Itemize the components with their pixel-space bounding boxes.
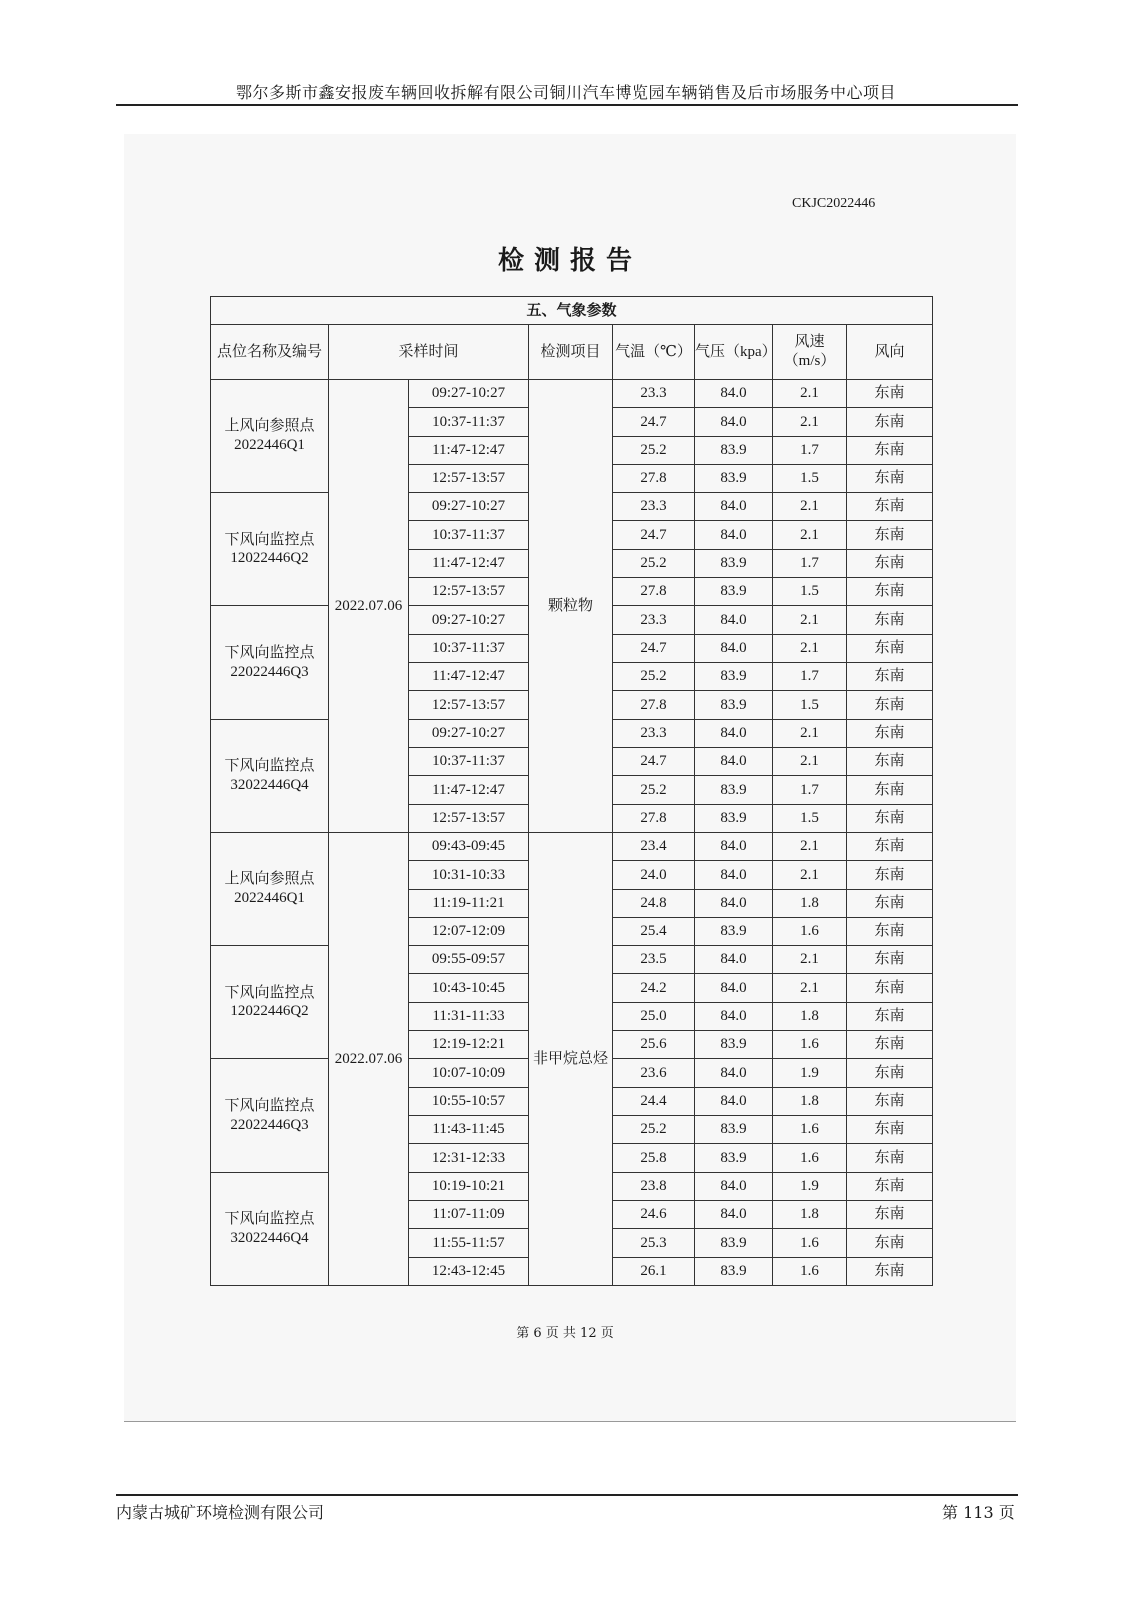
temperature-cell: 25.3: [613, 1229, 695, 1257]
pressure-cell: 83.9: [695, 1031, 773, 1059]
temperature-cell: 27.8: [613, 578, 695, 606]
temperature-cell: 25.4: [613, 917, 695, 945]
table-row: [211, 379, 933, 407]
point-name-cell: 下风向监控点12022446Q2: [211, 946, 329, 1059]
wind-speed-cell: 1.7: [773, 663, 847, 691]
page-number: 第 6 页 共 12 页: [516, 1326, 614, 1341]
wind-speed-cell: 1.6: [773, 1229, 847, 1257]
wind-direction-cell: 东南: [847, 776, 933, 804]
wind-speed-cell: 1.8: [773, 889, 847, 917]
temperature-cell: 25.2: [613, 1116, 695, 1144]
pressure-cell: 84.0: [695, 634, 773, 662]
total-page-number: 第 113 页: [942, 1503, 1015, 1522]
sampling-time-cell: 10:37-11:37: [409, 747, 529, 775]
sampling-time-cell: 10:19-10:21: [409, 1172, 529, 1200]
wind-speed-cell: 2.1: [773, 832, 847, 860]
test-item-cell: 颗粒物: [529, 379, 613, 832]
meteorological-table: [210, 296, 933, 1286]
sampling-time-cell: 12:31-12:33: [409, 1144, 529, 1172]
pressure-cell: 84.0: [695, 832, 773, 860]
table-row: [211, 832, 933, 860]
sampling-time-cell: 10:43-10:45: [409, 974, 529, 1002]
sampling-time-cell: 12:43-12:45: [409, 1257, 529, 1285]
wind-direction-cell: 东南: [847, 691, 933, 719]
sampling-time-cell: 09:43-09:45: [409, 832, 529, 860]
temperature-cell: 23.3: [613, 606, 695, 634]
wind-direction-cell: 东南: [847, 1087, 933, 1115]
temperature-cell: 24.2: [613, 974, 695, 1002]
pressure-cell: 83.9: [695, 1116, 773, 1144]
wind-direction-cell: 东南: [847, 974, 933, 1002]
sampling-time-cell: 09:27-10:27: [409, 379, 529, 407]
header-wind-direction: 风向: [847, 325, 933, 380]
sampling-time-cell: 11:47-12:47: [409, 776, 529, 804]
sampling-time-cell: 11:55-11:57: [409, 1229, 529, 1257]
scan-divider: [124, 1421, 1016, 1422]
section-title: 五、气象参数: [211, 297, 933, 325]
sampling-time-cell: 12:57-13:57: [409, 578, 529, 606]
pressure-cell: 83.9: [695, 1229, 773, 1257]
wind-speed-cell: 1.5: [773, 578, 847, 606]
wind-direction-cell: 东南: [847, 1116, 933, 1144]
wind-speed-cell: 1.5: [773, 691, 847, 719]
sampling-time-cell: 11:07-11:09: [409, 1200, 529, 1228]
pressure-cell: 84.0: [695, 379, 773, 407]
temperature-cell: 24.7: [613, 747, 695, 775]
temperature-cell: 25.0: [613, 1002, 695, 1030]
wind-speed-cell: 2.1: [773, 408, 847, 436]
temperature-cell: 23.4: [613, 832, 695, 860]
wind-direction-cell: 东南: [847, 408, 933, 436]
wind-speed-cell: 1.6: [773, 1116, 847, 1144]
wind-direction-cell: 东南: [847, 464, 933, 492]
wind-speed-cell: 1.6: [773, 917, 847, 945]
wind-direction-cell: 东南: [847, 946, 933, 974]
wind-speed-cell: 1.7: [773, 776, 847, 804]
header-temp: 气温（℃）: [613, 325, 695, 380]
sampling-date-cell: 2022.07.06: [329, 832, 409, 1285]
pressure-cell: 83.9: [695, 578, 773, 606]
pressure-cell: 84.0: [695, 408, 773, 436]
temperature-cell: 23.8: [613, 1172, 695, 1200]
temperature-cell: 23.3: [613, 719, 695, 747]
pressure-cell: 83.9: [695, 436, 773, 464]
wind-direction-cell: 东南: [847, 917, 933, 945]
project-title: 鄂尔多斯市鑫安报废车辆回收拆解有限公司铜川汽车博览园车辆销售及后市场服务中心项目: [235, 83, 896, 102]
wind-speed-cell: 1.8: [773, 1002, 847, 1030]
temperature-cell: 25.6: [613, 1031, 695, 1059]
wind-direction-cell: 东南: [847, 747, 933, 775]
wind-speed-cell: 2.1: [773, 379, 847, 407]
temperature-cell: 24.4: [613, 1087, 695, 1115]
temperature-cell: 23.6: [613, 1059, 695, 1087]
wind-direction-cell: 东南: [847, 436, 933, 464]
wind-direction-cell: 东南: [847, 804, 933, 832]
temperature-cell: 25.2: [613, 663, 695, 691]
sampling-time-cell: 11:43-11:45: [409, 1116, 529, 1144]
header-time: 采样时间: [329, 325, 529, 380]
temperature-cell: 24.7: [613, 634, 695, 662]
pressure-cell: 83.9: [695, 549, 773, 577]
pressure-cell: 84.0: [695, 1002, 773, 1030]
point-name-cell: 下风向监控点12022446Q2: [211, 493, 329, 606]
sampling-time-cell: 09:27-10:27: [409, 493, 529, 521]
temperature-cell: 24.7: [613, 408, 695, 436]
wind-speed-cell: 2.1: [773, 946, 847, 974]
wind-speed-cell: 1.5: [773, 464, 847, 492]
sampling-date-cell: 2022.07.06: [329, 379, 409, 832]
wind-direction-cell: 东南: [847, 606, 933, 634]
point-name-cell: 上风向参照点2022446Q1: [211, 832, 329, 945]
wind-speed-cell: 1.6: [773, 1031, 847, 1059]
report-number: CKJC2022446: [792, 196, 876, 211]
wind-speed-cell: 2.1: [773, 493, 847, 521]
wind-speed-cell: 1.7: [773, 436, 847, 464]
sampling-time-cell: 10:37-11:37: [409, 408, 529, 436]
wind-speed-cell: 2.1: [773, 719, 847, 747]
pressure-cell: 83.9: [695, 917, 773, 945]
sampling-time-cell: 12:57-13:57: [409, 804, 529, 832]
sampling-time-cell: 12:57-13:57: [409, 691, 529, 719]
sampling-time-cell: 09:27-10:27: [409, 606, 529, 634]
wind-speed-cell: 1.9: [773, 1059, 847, 1087]
wind-direction-cell: 东南: [847, 1257, 933, 1285]
wind-speed-cell: 2.1: [773, 521, 847, 549]
wind-direction-cell: 东南: [847, 521, 933, 549]
pressure-cell: 84.0: [695, 946, 773, 974]
wind-speed-cell: 2.1: [773, 606, 847, 634]
sampling-time-cell: 11:31-11:33: [409, 1002, 529, 1030]
pressure-cell: 84.0: [695, 1172, 773, 1200]
wind-direction-cell: 东南: [847, 1172, 933, 1200]
sampling-time-cell: 10:37-11:37: [409, 521, 529, 549]
temperature-cell: 24.7: [613, 521, 695, 549]
header-divider: [116, 104, 1018, 106]
sampling-time-cell: 11:47-12:47: [409, 549, 529, 577]
pressure-cell: 83.9: [695, 1144, 773, 1172]
pressure-cell: 84.0: [695, 747, 773, 775]
header-item: 检测项目: [529, 325, 613, 380]
wind-direction-cell: 东南: [847, 493, 933, 521]
wind-speed-cell: 1.8: [773, 1200, 847, 1228]
wind-speed-cell: 2.1: [773, 974, 847, 1002]
sampling-time-cell: 11:19-11:21: [409, 889, 529, 917]
pressure-cell: 84.0: [695, 1200, 773, 1228]
temperature-cell: 23.3: [613, 379, 695, 407]
temperature-cell: 27.8: [613, 464, 695, 492]
temperature-cell: 24.0: [613, 861, 695, 889]
wind-direction-cell: 东南: [847, 663, 933, 691]
table-header-row: [211, 325, 933, 380]
wind-speed-cell: 1.6: [773, 1257, 847, 1285]
pressure-cell: 83.9: [695, 691, 773, 719]
wind-direction-cell: 东南: [847, 1031, 933, 1059]
temperature-cell: 27.8: [613, 691, 695, 719]
temperature-cell: 27.8: [613, 804, 695, 832]
wind-direction-cell: 东南: [847, 1059, 933, 1087]
temperature-cell: 25.2: [613, 436, 695, 464]
wind-direction-cell: 东南: [847, 719, 933, 747]
pressure-cell: 84.0: [695, 719, 773, 747]
sampling-time-cell: 10:31-10:33: [409, 861, 529, 889]
wind-speed-cell: 1.9: [773, 1172, 847, 1200]
pressure-cell: 83.9: [695, 464, 773, 492]
wind-speed-cell: 1.6: [773, 1144, 847, 1172]
pressure-cell: 84.0: [695, 1087, 773, 1115]
wind-direction-cell: 东南: [847, 1002, 933, 1030]
point-name-cell: 下风向监控点32022446Q4: [211, 719, 329, 832]
wind-direction-cell: 东南: [847, 861, 933, 889]
point-name-cell: 下风向监控点22022446Q3: [211, 1059, 329, 1172]
temperature-cell: 26.1: [613, 1257, 695, 1285]
pressure-cell: 84.0: [695, 521, 773, 549]
wind-direction-cell: 东南: [847, 832, 933, 860]
wind-direction-cell: 东南: [847, 1229, 933, 1257]
company-name: 内蒙古城矿环境检测有限公司: [116, 1503, 325, 1522]
temperature-cell: 24.8: [613, 889, 695, 917]
wind-speed-cell: 1.5: [773, 804, 847, 832]
temperature-cell: 25.8: [613, 1144, 695, 1172]
sampling-time-cell: 11:47-12:47: [409, 663, 529, 691]
wind-direction-cell: 东南: [847, 1144, 933, 1172]
temperature-cell: 25.2: [613, 776, 695, 804]
sampling-time-cell: 10:55-10:57: [409, 1087, 529, 1115]
wind-direction-cell: 东南: [847, 634, 933, 662]
sampling-time-cell: 12:57-13:57: [409, 464, 529, 492]
header-pressure: 气压（kpa）: [695, 325, 773, 380]
pressure-cell: 84.0: [695, 493, 773, 521]
pressure-cell: 83.9: [695, 663, 773, 691]
header-point: 点位名称及编号: [211, 325, 329, 380]
footer-divider: [116, 1494, 1018, 1496]
sampling-time-cell: 10:37-11:37: [409, 634, 529, 662]
temperature-cell: 23.5: [613, 946, 695, 974]
wind-direction-cell: 东南: [847, 889, 933, 917]
wind-speed-cell: 2.1: [773, 747, 847, 775]
point-name-cell: 下风向监控点22022446Q3: [211, 606, 329, 719]
sampling-time-cell: 12:07-12:09: [409, 917, 529, 945]
pressure-cell: 84.0: [695, 889, 773, 917]
pressure-cell: 83.9: [695, 804, 773, 832]
pressure-cell: 83.9: [695, 776, 773, 804]
temperature-cell: 23.3: [613, 493, 695, 521]
point-name-cell: 下风向监控点32022446Q4: [211, 1172, 329, 1285]
sampling-time-cell: 09:27-10:27: [409, 719, 529, 747]
wind-speed-cell: 1.7: [773, 549, 847, 577]
pressure-cell: 84.0: [695, 606, 773, 634]
test-item-cell: 非甲烷总烃: [529, 832, 613, 1285]
sampling-time-cell: 11:47-12:47: [409, 436, 529, 464]
pressure-cell: 84.0: [695, 861, 773, 889]
wind-direction-cell: 东南: [847, 549, 933, 577]
sampling-time-cell: 12:19-12:21: [409, 1031, 529, 1059]
pressure-cell: 84.0: [695, 1059, 773, 1087]
header-wind-speed: 风速（m/s）: [773, 325, 847, 380]
wind-direction-cell: 东南: [847, 578, 933, 606]
wind-direction-cell: 东南: [847, 379, 933, 407]
temperature-cell: 25.2: [613, 549, 695, 577]
report-title: 检测报告: [497, 246, 642, 276]
temperature-cell: 24.6: [613, 1200, 695, 1228]
sampling-time-cell: 10:07-10:09: [409, 1059, 529, 1087]
pressure-cell: 83.9: [695, 1257, 773, 1285]
wind-speed-cell: 2.1: [773, 861, 847, 889]
wind-speed-cell: 2.1: [773, 634, 847, 662]
wind-direction-cell: 东南: [847, 1200, 933, 1228]
pressure-cell: 84.0: [695, 974, 773, 1002]
sampling-time-cell: 09:55-09:57: [409, 946, 529, 974]
wind-speed-cell: 1.8: [773, 1087, 847, 1115]
point-name-cell: 上风向参照点2022446Q1: [211, 379, 329, 492]
